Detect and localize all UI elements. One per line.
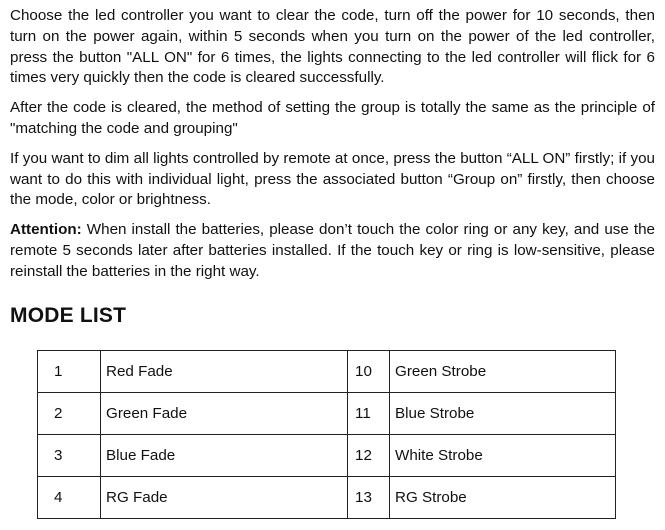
table-row [38,435,616,477]
mode-number: 11 [348,393,390,435]
mode-name: White Strobe [390,435,616,477]
table-row [38,477,616,519]
mode-name: Red Fade [101,351,348,393]
paragraph-dimming: If you want to dim all lights controlled by remote at once, press the button “ALL ON” firstly; if you want to do this with individual light, press the associated button “Group on” firstly, then choose the mode, color or brightness. [10,149,655,209]
mode-number: 3 [38,435,101,477]
mode-number: 10 [348,351,390,393]
mode-number: 13 [348,477,390,519]
mode-name: RG Strobe [390,477,616,519]
mode-name: Blue Fade [101,435,348,477]
attention-text: When install the batteries, please don’t touch the color ring or any key, and use the remote 5 seconds later after batteries installed. If the touch key or ring is low-sensitive, please reinstall the batteries in the right way. [10,221,655,280]
mode-name: Blue Strobe [390,393,616,435]
table-row [38,393,616,435]
mode-number: 1 [38,351,101,393]
mode-list-table [37,350,616,519]
mode-list-heading: MODE LIST [10,303,127,327]
paragraph-clear-code: Choose the led controller you want to clear the code, turn off the power for 10 seconds, then turn on the power again, within 5 seconds when you turn on the power of the led controller, press the button "ALL ON" for 6 times, the lights connecting to the led controller will flick for 6 times very quickly then the code is cleared successfully. [10,7,655,87]
table-row [38,351,616,393]
paragraph-group-setting: After the code is cleared, the method of setting the group is totally the same as the principle of "matching the code and grouping" [10,99,655,137]
mode-name: Green Fade [101,393,348,435]
attention-label: Attention: [10,221,82,239]
mode-number: 2 [38,393,101,435]
mode-name: RG Fade [101,477,348,519]
document-page [10,6,655,328]
mode-number: 4 [38,477,101,519]
mode-name: Green Strobe [390,351,616,393]
paragraph-attention [10,220,655,282]
mode-number: 12 [348,435,390,477]
